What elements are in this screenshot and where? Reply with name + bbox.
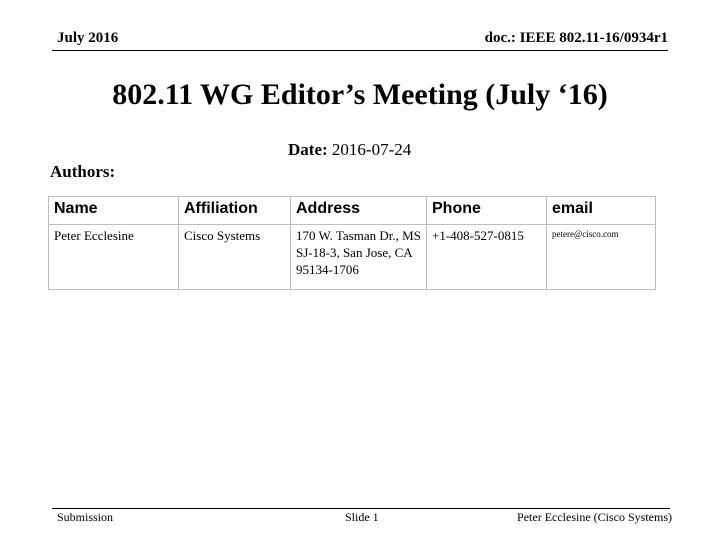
col-header-address: Address <box>291 197 427 225</box>
col-header-name: Name <box>49 197 179 225</box>
authors-table-header-row <box>49 197 656 225</box>
authors-label: Authors: <box>50 162 116 181</box>
footer-author: Peter Ecclesine (Cisco Systems) <box>517 510 672 524</box>
slide-title: 802.11 WG Editor’s Meeting (July ‘16) <box>112 78 608 111</box>
author-name: Peter Ecclesine <box>49 225 179 290</box>
date-value: 2016-07-24 <box>331 140 412 159</box>
author-address: 170 W. Tasman Dr., MS SJ-18-3, San Jose, CA 95134-1706 <box>291 225 427 290</box>
date-label: Date: <box>288 140 328 159</box>
author-email: petere@cisco.com <box>547 225 656 290</box>
date-line <box>288 140 411 160</box>
table-row <box>49 225 656 290</box>
authors-table <box>48 196 656 290</box>
footer-divider <box>52 508 670 509</box>
author-affiliation: Cisco Systems <box>179 225 291 290</box>
footer-slide-number: Slide 1 <box>345 510 379 524</box>
header-divider <box>52 50 668 51</box>
col-header-affiliation: Affiliation <box>179 197 291 225</box>
author-phone: +1-408-527-0815 <box>427 225 547 290</box>
col-header-email: email <box>547 197 656 225</box>
col-header-phone: Phone <box>427 197 547 225</box>
footer-submission: Submission <box>57 510 114 524</box>
header-doc-id: doc.: IEEE 802.11-16/0934r1 <box>484 30 668 46</box>
header-date: July 2016 <box>57 30 119 46</box>
